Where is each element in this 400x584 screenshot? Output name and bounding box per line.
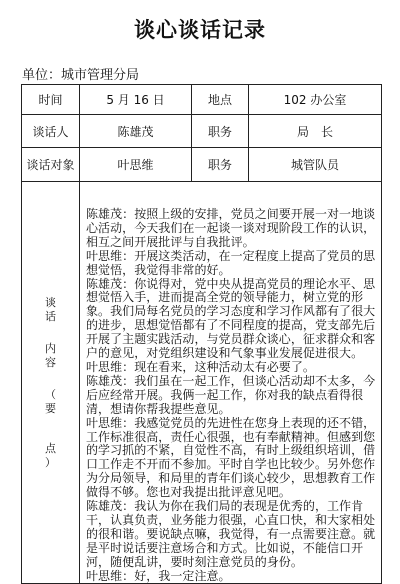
content-label-char: 内 <box>45 341 56 355</box>
talker-label: 谈话人 <box>22 115 80 148</box>
talker-row <box>22 115 382 148</box>
content-paragraph: 叶思维：现在看来，这种活动太有必要了。 <box>86 359 315 374</box>
content-label <box>43 296 59 470</box>
content-label-char: 要 <box>45 401 56 415</box>
target-label: 谈话对象 <box>22 148 80 182</box>
content-paragraph: 陈雄茂：你说得对，党中央从提高党员的理论水平、思想觉悟入手，进而提高全党的领导能力，树立党的形象。我们局每名党员的学习态度和学习作风都有了很大的进步，思想觉悟都有了不同程度的提高，党支部先后开展了主题实践活动，与党员群众谈心，征求群众和客户的意见，对党组织建设和气象事业发展促进很大。 <box>86 276 376 361</box>
content-paragraph: 陈雄茂：我认为你在我们局的表现是优秀的，工作肯干，认真负责，业务能力很强，心直口快，和大家相处的很和谐。要说缺点嘛，我觉得，有一点需要注意。就是平时说话要注意场合和方式。比如说，不能信口开河，随便乱讲，要时刻注意党员的身份。 <box>86 499 376 569</box>
content-paragraph: 叶思维：开展这类活动，在一定程度上提高了党员的思想觉悟，我觉得非常的好。 <box>86 248 376 277</box>
content-label-char: 谈 <box>45 295 56 309</box>
content-label-char: 容 <box>45 355 56 369</box>
content-paragraph: 叶思维：好，我一定注意。 <box>86 568 231 583</box>
content-paragraph: 陈雄茂：按照上级的安排，党员之间要开展一对一地谈心活动，今天我们在一起谈一谈对现阶段工作的认识，相互之间开展批评与自我批评。 <box>86 207 376 249</box>
target-role-value: 城管队员 <box>249 148 382 182</box>
target-row <box>22 148 382 182</box>
time-label: 时间 <box>22 85 80 115</box>
content-row <box>22 182 382 584</box>
content-label-char: 点 <box>45 441 56 455</box>
target-value: 叶思维 <box>80 148 192 182</box>
talker-role-label: 职务 <box>192 115 249 148</box>
content-label-cell <box>22 182 80 584</box>
content-label-char: （ <box>45 387 56 401</box>
place-label: 地点 <box>192 85 249 115</box>
talker-value: 陈雄茂 <box>80 115 192 148</box>
place-value: 102 办公室 <box>249 85 382 115</box>
content-paragraph: 叶思维：我感觉党员的先进性在您身上表现的还不错，工作标准很高，责任心很强，也有奉献精神。但感到您的学习抓的不紧，自觉性不高，有时上级组织培训，借口工作走不开而不参加。平时自学也比较少。另外您作为分局领导，和局里的青年们谈心较少，思想教育工作做得不够。您也对我提出批评意见吧。 <box>86 415 376 500</box>
content-text <box>80 182 382 584</box>
document-title: 谈心谈话记录 <box>134 17 266 42</box>
content-label-char: 话 <box>45 309 56 323</box>
content-paragraph: 陈雄茂：我们虽在一起工作，但谈心活动却不太多，今后应经常开展。我俩一起工作，你对我的缺点看得很清，想请你帮我提些意见。 <box>86 373 376 416</box>
content-label-char: ） <box>45 455 56 469</box>
time-row <box>22 85 382 115</box>
unit-label: 单位：城市管理分局 <box>22 68 140 83</box>
talker-role-value: 局 长 <box>249 115 382 148</box>
target-role-label: 职务 <box>192 148 249 182</box>
time-value: 5 月 16 日 <box>80 85 192 115</box>
record-table <box>21 84 382 584</box>
